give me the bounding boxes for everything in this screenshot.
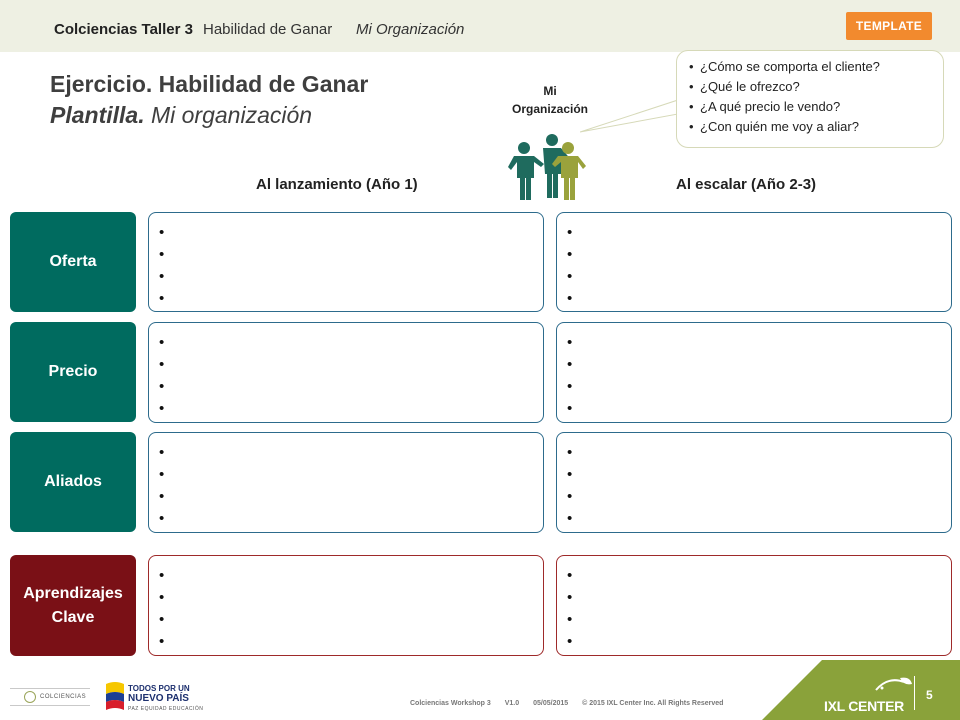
bullet [159,222,543,244]
leaf-icon [874,674,914,694]
bullet [567,442,951,464]
column-header-launch: Al lanzamiento (Año 1) [256,176,418,193]
bullet [567,631,951,653]
bullet [567,376,951,398]
bullet [567,222,951,244]
row-label-oferta: Oferta [10,212,136,312]
footer-text [410,700,735,707]
bullet [567,464,951,486]
page-title: Ejercicio. Habilidad de Ganar [50,71,369,97]
bullet [567,587,951,609]
callout-item: • ¿Con quién me voy a aliar? [689,117,933,137]
colciencias-seal-icon [24,691,36,703]
bullet [567,486,951,508]
input-box-oferta-launch[interactable] [148,212,544,312]
bullet [159,354,543,376]
bullet [159,332,543,354]
bullet [159,464,543,486]
question-callout [676,50,944,148]
header-title: Colciencias Taller 3 [54,21,193,38]
footer-copyright: © 2015 IXL Center Inc. All Rights Reserved [582,700,724,707]
people-group-icon [500,134,592,200]
input-box-aliados-launch[interactable] [148,432,544,533]
bullet [159,631,543,653]
bullet [567,354,951,376]
callout-tail [580,98,680,134]
todos-por-un-nuevo-pais-logo [104,680,214,716]
bullet [567,288,951,310]
bullet [567,609,951,631]
input-box-precio-launch[interactable] [148,322,544,423]
ixl-logo-text: IXL CENTER [824,698,904,714]
bullet [159,486,543,508]
input-box-aliados-scale[interactable] [556,432,952,533]
bullet [159,442,543,464]
row-label-aprendizajes-line1: Aprendizajes [23,584,123,602]
bullet [159,288,543,310]
footer-version: V1.0 [504,700,520,707]
bullet [567,332,951,354]
header-org: Mi Organización [356,21,465,38]
bullet [159,398,543,420]
footer-date: 05/05/2015 [533,700,569,707]
input-box-precio-scale[interactable] [556,322,952,423]
row-label-aprendizajes-line2: Clave [51,608,95,626]
bullet [159,587,543,609]
header-subtitle: Habilidad de Ganar [203,21,333,38]
bullet [159,376,543,398]
figure-label-line2: Organización [511,102,588,116]
row-label-aliados: Aliados [10,432,136,532]
page-number: 5 [926,688,933,702]
row-label-precio: Precio [10,322,136,422]
subtitle-italic: Mi organización [144,102,313,128]
colciencias-logo-text: COLCIENCIAS [40,694,87,700]
template-badge[interactable]: TEMPLATE [846,12,932,40]
callout-item: • ¿Cómo se comporta el cliente? [689,57,933,77]
ixl-corner-cut [762,660,822,720]
tpn-line3: PAZ EQUIDAD EDUCACIÓN [128,706,204,712]
colciencias-logo [10,688,90,706]
bullet [567,565,951,587]
bullet [159,609,543,631]
input-box-oferta-scale[interactable] [556,212,952,312]
bullet [567,266,951,288]
bullet [567,244,951,266]
input-box-aprendizajes-scale[interactable] [556,555,952,656]
row-label-aprendizajes [10,555,136,656]
figure-label-line1: Mi [543,84,557,98]
tpn-line1: TODOS POR UN [128,684,190,693]
ixl-center-logo [762,660,960,720]
bullet [567,398,951,420]
footer-workshop: Colciencias Workshop 3 [410,700,491,707]
header-band [0,0,960,52]
subtitle-bold: Plantilla. [50,102,145,128]
bullet [159,266,543,288]
bullet [159,508,543,530]
input-box-aprendizajes-launch[interactable] [148,555,544,656]
callout-item: • ¿A qué precio le vendo? [689,97,933,117]
footer-divider [914,676,915,710]
page-subtitle [50,102,312,129]
tpn-line2: NUEVO PAÍS [128,693,189,704]
bullet [159,565,543,587]
bullet [159,244,543,266]
bullet [567,508,951,530]
colombia-flag-emblem-icon [104,680,126,714]
callout-item: • ¿Qué le ofrezco? [689,77,933,97]
column-header-scale: Al escalar (Año 2-3) [676,176,817,193]
